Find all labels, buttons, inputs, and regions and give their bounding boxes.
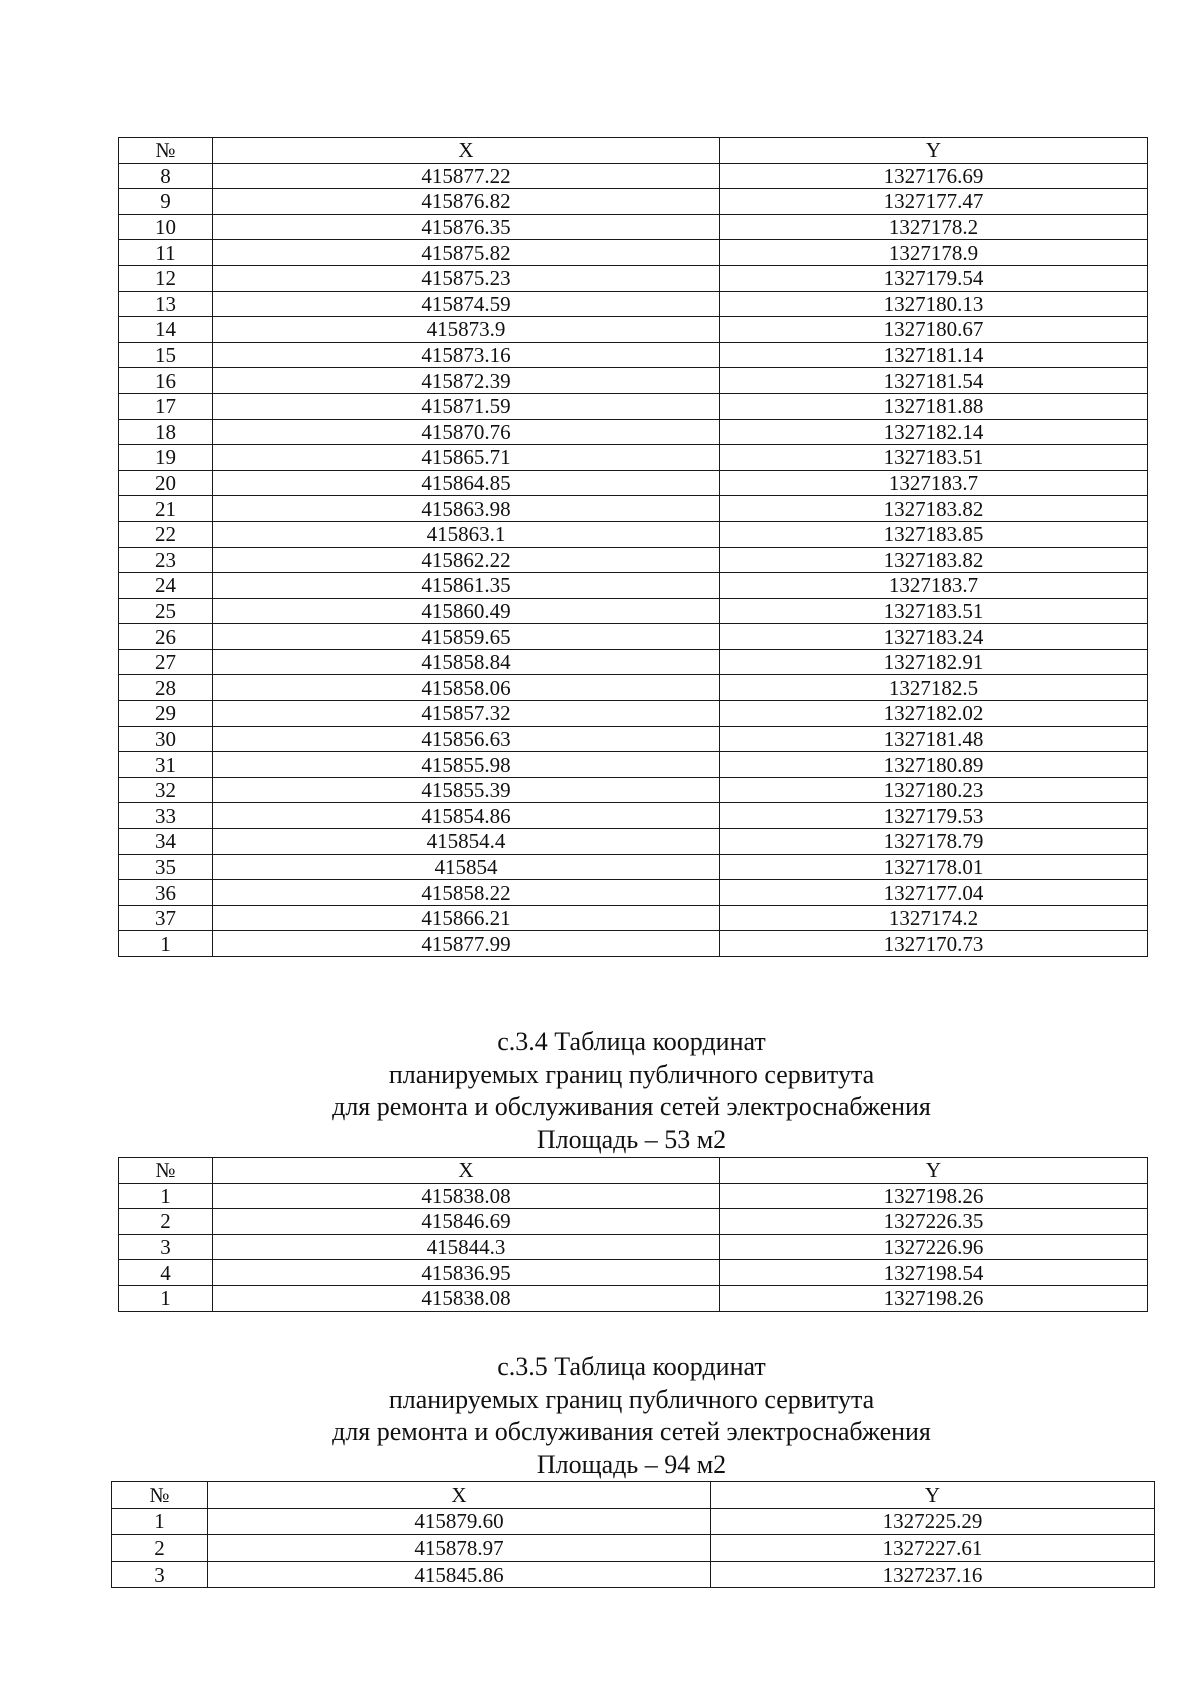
table-row bbox=[119, 368, 1148, 394]
table-row bbox=[119, 1285, 1148, 1311]
cell-x-coordinate: 415846.69 bbox=[213, 1209, 720, 1235]
header-cell-x: X bbox=[213, 1158, 720, 1184]
table-row bbox=[119, 803, 1148, 829]
cell-y-coordinate: 1327182.02 bbox=[720, 701, 1148, 727]
cell-point-number: 20 bbox=[119, 470, 213, 496]
cell-x-coordinate: 415844.3 bbox=[213, 1234, 720, 1260]
cell-x-coordinate: 415855.98 bbox=[213, 752, 720, 778]
cell-y-coordinate: 1327178.01 bbox=[720, 854, 1148, 880]
cell-point-number: 22 bbox=[119, 521, 213, 547]
cell-y-coordinate: 1327180.13 bbox=[720, 291, 1148, 317]
cell-point-number: 16 bbox=[119, 368, 213, 394]
cell-point-number: 37 bbox=[119, 905, 213, 931]
cell-y-coordinate: 1327183.82 bbox=[720, 496, 1148, 522]
table-row bbox=[119, 419, 1148, 445]
cell-point-number: 1 bbox=[119, 1285, 213, 1311]
cell-point-number: 26 bbox=[119, 624, 213, 650]
cell-y-coordinate: 1327225.29 bbox=[711, 1508, 1155, 1535]
cell-x-coordinate: 415845.86 bbox=[208, 1561, 711, 1588]
cell-y-coordinate: 1327226.35 bbox=[720, 1209, 1148, 1235]
cell-x-coordinate: 415875.82 bbox=[213, 240, 720, 266]
heading-line: для ремонта и обслуживания сетей электроснабжения bbox=[332, 1417, 931, 1446]
cell-y-coordinate: 1327183.51 bbox=[720, 598, 1148, 624]
cell-point-number: 3 bbox=[119, 1234, 213, 1260]
cell-point-number: 4 bbox=[119, 1260, 213, 1286]
cell-y-coordinate: 1327177.04 bbox=[720, 880, 1148, 906]
cell-x-coordinate: 415873.16 bbox=[213, 342, 720, 368]
cell-y-coordinate: 1327182.14 bbox=[720, 419, 1148, 445]
cell-x-coordinate: 415871.59 bbox=[213, 393, 720, 419]
cell-x-coordinate: 415875.23 bbox=[213, 265, 720, 291]
cell-x-coordinate: 415873.9 bbox=[213, 317, 720, 343]
cell-x-coordinate: 415877.99 bbox=[213, 931, 720, 957]
section-heading-3-4 bbox=[0, 1026, 1200, 1156]
table-row bbox=[119, 521, 1148, 547]
header-cell-number: № bbox=[119, 1158, 213, 1184]
table-row bbox=[119, 931, 1148, 957]
cell-point-number: 12 bbox=[119, 265, 213, 291]
cell-x-coordinate: 415876.35 bbox=[213, 214, 720, 240]
cell-x-coordinate: 415861.35 bbox=[213, 573, 720, 599]
cell-x-coordinate: 415838.08 bbox=[213, 1285, 720, 1311]
header-cell-number: № bbox=[119, 138, 213, 164]
header-cell-x: X bbox=[213, 138, 720, 164]
cell-y-coordinate: 1327179.54 bbox=[720, 265, 1148, 291]
coordinates-table-continued bbox=[118, 137, 1148, 957]
heading-line: для ремонта и обслуживания сетей электроснабжения bbox=[332, 1092, 931, 1121]
cell-y-coordinate: 1327181.54 bbox=[720, 368, 1148, 394]
cell-x-coordinate: 415866.21 bbox=[213, 905, 720, 931]
cell-y-coordinate: 1327176.69 bbox=[720, 163, 1148, 189]
cell-y-coordinate: 1327180.89 bbox=[720, 752, 1148, 778]
cell-x-coordinate: 415854.86 bbox=[213, 803, 720, 829]
cell-x-coordinate: 415872.39 bbox=[213, 368, 720, 394]
cell-point-number: 32 bbox=[119, 777, 213, 803]
table-row bbox=[119, 854, 1148, 880]
cell-y-coordinate: 1327181.48 bbox=[720, 726, 1148, 752]
table-row bbox=[119, 317, 1148, 343]
table-row bbox=[119, 265, 1148, 291]
cell-point-number: 28 bbox=[119, 675, 213, 701]
cell-y-coordinate: 1327226.96 bbox=[720, 1234, 1148, 1260]
cell-x-coordinate: 415858.06 bbox=[213, 675, 720, 701]
cell-point-number: 18 bbox=[119, 419, 213, 445]
cell-y-coordinate: 1327177.47 bbox=[720, 189, 1148, 215]
table-row bbox=[119, 189, 1148, 215]
table-row bbox=[119, 240, 1148, 266]
cell-x-coordinate: 415856.63 bbox=[213, 726, 720, 752]
cell-x-coordinate: 415859.65 bbox=[213, 624, 720, 650]
cell-y-coordinate: 1327198.26 bbox=[720, 1285, 1148, 1311]
table-row bbox=[112, 1508, 1155, 1535]
cell-x-coordinate: 415858.84 bbox=[213, 649, 720, 675]
table-header-row bbox=[119, 138, 1148, 164]
cell-point-number: 2 bbox=[112, 1535, 208, 1562]
heading-area-line: Площадь – 53 м2 bbox=[536, 1124, 727, 1154]
cell-point-number: 34 bbox=[119, 829, 213, 855]
table-row bbox=[119, 829, 1148, 855]
cell-x-coordinate: 415836.95 bbox=[213, 1260, 720, 1286]
cell-x-coordinate: 415879.60 bbox=[208, 1508, 711, 1535]
cell-point-number: 3 bbox=[112, 1561, 208, 1588]
cell-point-number: 35 bbox=[119, 854, 213, 880]
header-cell-x: X bbox=[208, 1482, 711, 1509]
cell-point-number: 31 bbox=[119, 752, 213, 778]
cell-point-number: 9 bbox=[119, 189, 213, 215]
cell-point-number: 25 bbox=[119, 598, 213, 624]
cell-y-coordinate: 1327182.91 bbox=[720, 649, 1148, 675]
section-heading-3-5 bbox=[0, 1351, 1200, 1481]
cell-point-number: 15 bbox=[119, 342, 213, 368]
table-row bbox=[119, 649, 1148, 675]
cell-point-number: 11 bbox=[119, 240, 213, 266]
cell-y-coordinate: 1327180.67 bbox=[720, 317, 1148, 343]
cell-point-number: 30 bbox=[119, 726, 213, 752]
table-row bbox=[119, 445, 1148, 471]
table-row bbox=[119, 701, 1148, 727]
heading-line: с.3.4 Таблица координат bbox=[497, 1027, 766, 1056]
cell-x-coordinate: 415855.39 bbox=[213, 777, 720, 803]
cell-point-number: 13 bbox=[119, 291, 213, 317]
cell-y-coordinate: 1327179.53 bbox=[720, 803, 1148, 829]
cell-point-number: 24 bbox=[119, 573, 213, 599]
coordinates-table-3-4 bbox=[118, 1157, 1148, 1312]
cell-x-coordinate: 415854 bbox=[213, 854, 720, 880]
cell-point-number: 14 bbox=[119, 317, 213, 343]
table-row bbox=[119, 624, 1148, 650]
cell-x-coordinate: 415863.98 bbox=[213, 496, 720, 522]
header-cell-y: Y bbox=[720, 138, 1148, 164]
header-cell-y: Y bbox=[711, 1482, 1155, 1509]
table-row bbox=[119, 214, 1148, 240]
cell-y-coordinate: 1327183.85 bbox=[720, 521, 1148, 547]
cell-y-coordinate: 1327178.79 bbox=[720, 829, 1148, 855]
heading-area-line: Площадь – 94 м2 bbox=[536, 1449, 727, 1479]
header-cell-y: Y bbox=[720, 1158, 1148, 1184]
cell-y-coordinate: 1327183.7 bbox=[720, 573, 1148, 599]
table-row bbox=[119, 1234, 1148, 1260]
cell-x-coordinate: 415854.4 bbox=[213, 829, 720, 855]
cell-x-coordinate: 415865.71 bbox=[213, 445, 720, 471]
table-row bbox=[119, 880, 1148, 906]
cell-point-number: 27 bbox=[119, 649, 213, 675]
cell-point-number: 36 bbox=[119, 880, 213, 906]
table-row bbox=[112, 1535, 1155, 1562]
table-row bbox=[119, 1260, 1148, 1286]
cell-y-coordinate: 1327237.16 bbox=[711, 1561, 1155, 1588]
table-row bbox=[119, 905, 1148, 931]
cell-y-coordinate: 1327181.88 bbox=[720, 393, 1148, 419]
table-header-row bbox=[112, 1482, 1155, 1509]
cell-x-coordinate: 415874.59 bbox=[213, 291, 720, 317]
cell-y-coordinate: 1327178.2 bbox=[720, 214, 1148, 240]
cell-x-coordinate: 415870.76 bbox=[213, 419, 720, 445]
table-row bbox=[119, 726, 1148, 752]
cell-point-number: 17 bbox=[119, 393, 213, 419]
header-cell-number: № bbox=[112, 1482, 208, 1509]
cell-y-coordinate: 1327183.82 bbox=[720, 547, 1148, 573]
cell-point-number: 10 bbox=[119, 214, 213, 240]
cell-y-coordinate: 1327181.14 bbox=[720, 342, 1148, 368]
cell-y-coordinate: 1327227.61 bbox=[711, 1535, 1155, 1562]
table-row bbox=[119, 470, 1148, 496]
cell-x-coordinate: 415863.1 bbox=[213, 521, 720, 547]
table-row bbox=[119, 598, 1148, 624]
cell-x-coordinate: 415857.32 bbox=[213, 701, 720, 727]
cell-y-coordinate: 1327170.73 bbox=[720, 931, 1148, 957]
cell-y-coordinate: 1327198.26 bbox=[720, 1183, 1148, 1209]
cell-x-coordinate: 415878.97 bbox=[208, 1535, 711, 1562]
cell-point-number: 8 bbox=[119, 163, 213, 189]
cell-y-coordinate: 1327174.2 bbox=[720, 905, 1148, 931]
cell-x-coordinate: 415860.49 bbox=[213, 598, 720, 624]
cell-y-coordinate: 1327183.51 bbox=[720, 445, 1148, 471]
cell-point-number: 29 bbox=[119, 701, 213, 727]
table-row bbox=[119, 1209, 1148, 1235]
table-header-row bbox=[119, 1158, 1148, 1184]
cell-y-coordinate: 1327178.9 bbox=[720, 240, 1148, 266]
cell-x-coordinate: 415838.08 bbox=[213, 1183, 720, 1209]
cell-point-number: 23 bbox=[119, 547, 213, 573]
cell-y-coordinate: 1327183.7 bbox=[720, 470, 1148, 496]
table-row bbox=[119, 752, 1148, 778]
cell-point-number: 1 bbox=[112, 1508, 208, 1535]
table-row bbox=[119, 777, 1148, 803]
cell-y-coordinate: 1327180.23 bbox=[720, 777, 1148, 803]
cell-point-number: 1 bbox=[119, 1183, 213, 1209]
cell-point-number: 33 bbox=[119, 803, 213, 829]
table-row bbox=[119, 291, 1148, 317]
cell-x-coordinate: 415862.22 bbox=[213, 547, 720, 573]
heading-line: с.3.5 Таблица координат bbox=[497, 1352, 766, 1381]
cell-point-number: 1 bbox=[119, 931, 213, 957]
table-row bbox=[119, 573, 1148, 599]
heading-line: планируемых границ публичного сервитута bbox=[388, 1384, 875, 1414]
cell-y-coordinate: 1327198.54 bbox=[720, 1260, 1148, 1286]
cell-point-number: 19 bbox=[119, 445, 213, 471]
table-row bbox=[119, 547, 1148, 573]
table-row bbox=[119, 342, 1148, 368]
cell-point-number: 2 bbox=[119, 1209, 213, 1235]
coordinates-table-3-5 bbox=[111, 1481, 1155, 1588]
cell-y-coordinate: 1327183.24 bbox=[720, 624, 1148, 650]
cell-x-coordinate: 415858.22 bbox=[213, 880, 720, 906]
cell-y-coordinate: 1327182.5 bbox=[720, 675, 1148, 701]
cell-x-coordinate: 415876.82 bbox=[213, 189, 720, 215]
table-row bbox=[119, 163, 1148, 189]
cell-point-number: 21 bbox=[119, 496, 213, 522]
table-row bbox=[119, 675, 1148, 701]
table-row bbox=[119, 496, 1148, 522]
table-row bbox=[119, 393, 1148, 419]
table-row bbox=[112, 1561, 1155, 1588]
cell-x-coordinate: 415864.85 bbox=[213, 470, 720, 496]
heading-line: планируемых границ публичного сервитута bbox=[388, 1059, 875, 1089]
table-row bbox=[119, 1183, 1148, 1209]
cell-x-coordinate: 415877.22 bbox=[213, 163, 720, 189]
